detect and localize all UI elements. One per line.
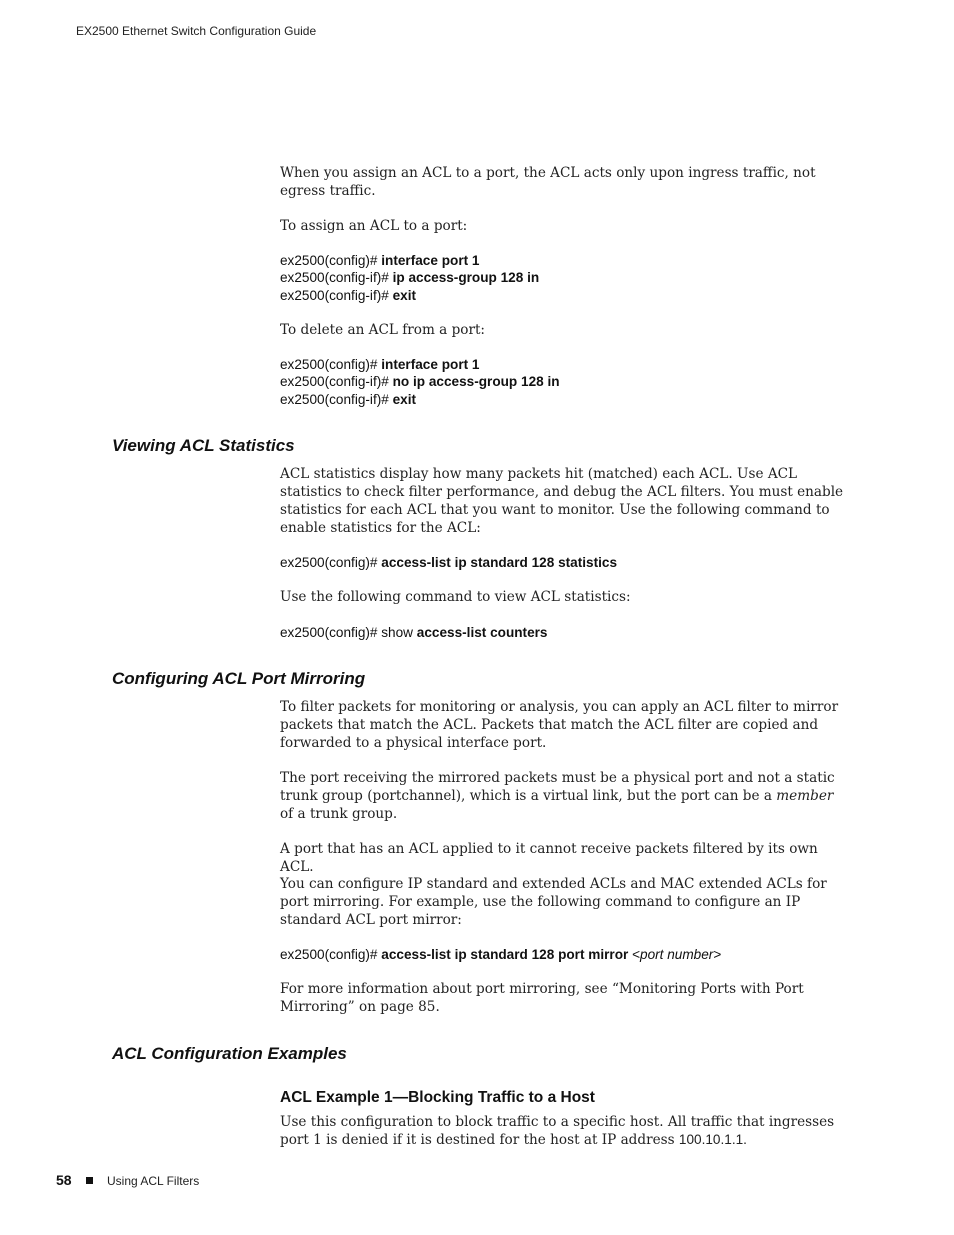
- assign-label: To assign an ACL to a port:: [280, 218, 468, 234]
- page-number: 58: [56, 1172, 72, 1188]
- command-line: [280, 391, 560, 408]
- command-prompt: ex2500(config)#: [280, 555, 382, 570]
- command-line: [280, 287, 539, 304]
- mirroring-paragraph-4: You can configure IP standard and extended ACLs and MAC extended ACLs for port mirroring. For example, use the following command to configure an IP standard ACL port mirror:: [280, 876, 827, 928]
- command-line: [280, 269, 539, 286]
- command-text: exit: [392, 287, 417, 303]
- mirroring-paragraph-1: To filter packets for monitoring or analysis, you can apply an ACL filter to mirror packets that match the ACL. Packets that match the ACL filter are copied and forwarded to a physical interface port.: [280, 699, 839, 751]
- delete-command-block: [280, 356, 560, 408]
- command-arg-close: >: [713, 947, 722, 962]
- delete-label: To delete an ACL from a port:: [280, 322, 486, 338]
- command-text: access-list ip standard 128 port mirror: [381, 947, 629, 962]
- paragraph-text: of a trunk group.: [280, 806, 398, 822]
- command-prompt: ex2500(config)#: [280, 947, 382, 962]
- section-heading-acl-configuration-examples: ACL Configuration Examples: [112, 1044, 347, 1063]
- mirroring-paragraph-2: [280, 769, 850, 823]
- port-mirror-command: [280, 946, 721, 963]
- command-line: [280, 373, 560, 390]
- command-prompt: ex2500(config)#: [280, 253, 382, 268]
- footer-section-title: Using ACL Filters: [107, 1174, 200, 1188]
- ip-address: 100.10.1.1.: [678, 1132, 747, 1147]
- section-heading-acl-port-mirroring: Configuring ACL Port Mirroring: [112, 669, 366, 688]
- command-argument: port number: [640, 947, 714, 962]
- command-line: [280, 252, 539, 269]
- example-1-paragraph: [280, 1113, 850, 1149]
- command-text: no ip access-group 128 in: [392, 374, 560, 390]
- command-prompt: ex2500(config-if)#: [280, 374, 393, 390]
- command-text: access-list counters: [416, 625, 548, 640]
- command-prompt: ex2500(config)# show: [280, 625, 417, 640]
- mirroring-paragraph-3: A port that has an ACL applied to it cannot receive packets filtered by its own ACL.: [280, 841, 818, 875]
- view-statistics-label: Use the following command to view ACL statistics:: [280, 589, 631, 605]
- paragraph-text: Use this configuration to block traffic to a specific host. All traffic that ingresses port 1 is denied if it is destined for the host at IP address: [280, 1114, 835, 1148]
- emphasis-text: member: [776, 788, 834, 804]
- assign-command-block: [280, 252, 539, 304]
- command-line: [280, 356, 560, 373]
- command-text: access-list ip standard 128 statistics: [381, 555, 618, 570]
- statistics-command: [280, 554, 617, 571]
- command-prompt: ex2500(config-if)#: [280, 270, 393, 286]
- mirroring-paragraph-5: For more information about port mirroring, see “Monitoring Ports with Port Mirroring” on page 85.: [280, 981, 804, 1015]
- command-text: ip access-group 128 in: [392, 270, 540, 286]
- command-arg-open: <: [628, 947, 641, 962]
- counters-command: [280, 624, 548, 641]
- footer-square-icon: [86, 1177, 93, 1184]
- paragraph-text: The port receiving the mirrored packets must be a physical port and not a static trunk group (portchannel), which is a virtual link, but the port can be a: [280, 770, 835, 804]
- running-header: EX2500 Ethernet Switch Configuration Guide: [76, 24, 317, 38]
- subheading-acl-example-1: ACL Example 1—Blocking Traffic to a Host: [280, 1089, 595, 1106]
- command-text: interface port 1: [381, 253, 480, 268]
- command-prompt: ex2500(config-if)#: [280, 391, 393, 407]
- command-prompt: ex2500(config)#: [280, 357, 382, 372]
- section-heading-viewing-acl-statistics: Viewing ACL Statistics: [112, 436, 295, 455]
- command-prompt: ex2500(config-if)#: [280, 287, 393, 303]
- command-text: exit: [392, 391, 417, 407]
- command-text: interface port 1: [381, 357, 480, 372]
- intro-paragraph: When you assign an ACL to a port, the ACL acts only upon ingress traffic, not egress traffic.: [280, 165, 816, 199]
- viewing-paragraph: ACL statistics display how many packets hit (matched) each ACL. Use ACL statistics to check filter performance, and debug the ACL filters. You must enable statistics for each ACL that you want to monitor. Use the following command to enable statistics for the ACL:: [280, 466, 844, 536]
